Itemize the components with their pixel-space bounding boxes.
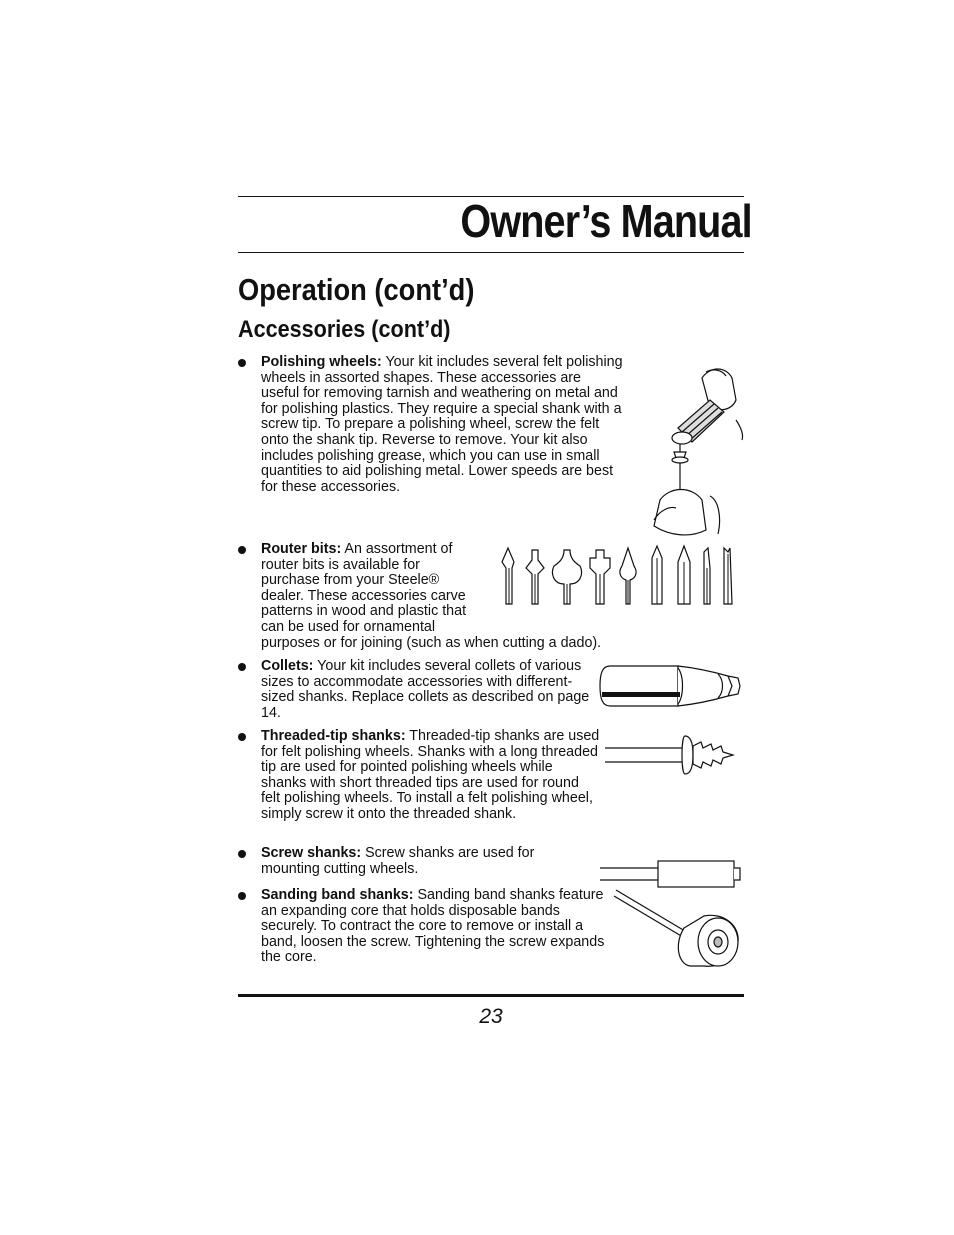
item-term: Router bits: — [261, 541, 342, 557]
item-text — [261, 659, 591, 721]
manual-title: Owner’s Manual — [460, 195, 752, 247]
router-bits-illustration — [498, 544, 740, 608]
item-text — [261, 846, 581, 877]
item-term: Sanding band shanks: — [261, 887, 414, 903]
section-subtitle: Accessories (cont’d) — [238, 316, 451, 343]
threaded-tip-shank-illustration — [603, 732, 739, 778]
item-text — [261, 729, 601, 823]
footer-rule — [238, 994, 744, 997]
item-text — [261, 355, 623, 495]
page-number: 23 — [479, 1005, 503, 1028]
item-body: Sanding band shanks feature an expanding core that holds disposable bands securely. To contract the core to remove or install a band, loosen the screw. Tightening the screw expands the core. — [261, 887, 605, 966]
section-title: Operation (cont’d) — [238, 272, 475, 307]
item-text — [261, 888, 606, 966]
collet-illustration — [598, 662, 744, 710]
header-bottom-rule — [238, 252, 744, 253]
bullet-icon — [238, 892, 246, 900]
bullet-icon — [238, 663, 246, 671]
item-term: Polishing wheels: — [261, 354, 382, 370]
bullet-icon — [238, 733, 246, 741]
polishing-wheel-illustration — [640, 360, 750, 540]
item-body: Your kit includes several collets of various sizes to accommodate accessories with different-sized shanks. Replace collets as described on page 14. — [261, 658, 590, 721]
sanding-band-shank-illustration — [612, 886, 744, 972]
item-term: Screw shanks: — [261, 845, 362, 861]
item-body: Screw shanks are used for mounting cutting wheels. — [261, 845, 535, 877]
item-body: An assortment of router bits is available for purchase from your Steele® dealer. These accessories carve patterns in wood and plastic that can be used for ornamental purposes or for joining (such as when cutting a dado). — [261, 541, 602, 651]
item-body: Your kit includes several felt polishing wheels in assorted shapes. These accessories are useful for removing tarnish and weathering on metal and for polishing plastics. They require a special shank with a screw tip. To prepare a polishing wheel, screw the felt onto the shank tip. Reverse to remove. Your kit also includes polishing grease, which you can use in small quantities to aid polishing metal. Lower speeds are best for these accessories. — [261, 354, 623, 495]
item-body: Threaded-tip shanks are used for felt polishing wheels. Shanks with a long threaded tip are used for pointed polishing wheels while shanks with short threaded tips are used for round felt polishing wheels. To install a felt polishing wheel, simply screw it onto the threaded shank. — [261, 728, 600, 822]
bullet-icon — [238, 359, 246, 367]
bullet-icon — [238, 546, 246, 554]
item-term: Threaded-tip shanks: — [261, 728, 406, 744]
bullet-icon — [238, 850, 246, 858]
item-term: Collets: — [261, 658, 314, 674]
